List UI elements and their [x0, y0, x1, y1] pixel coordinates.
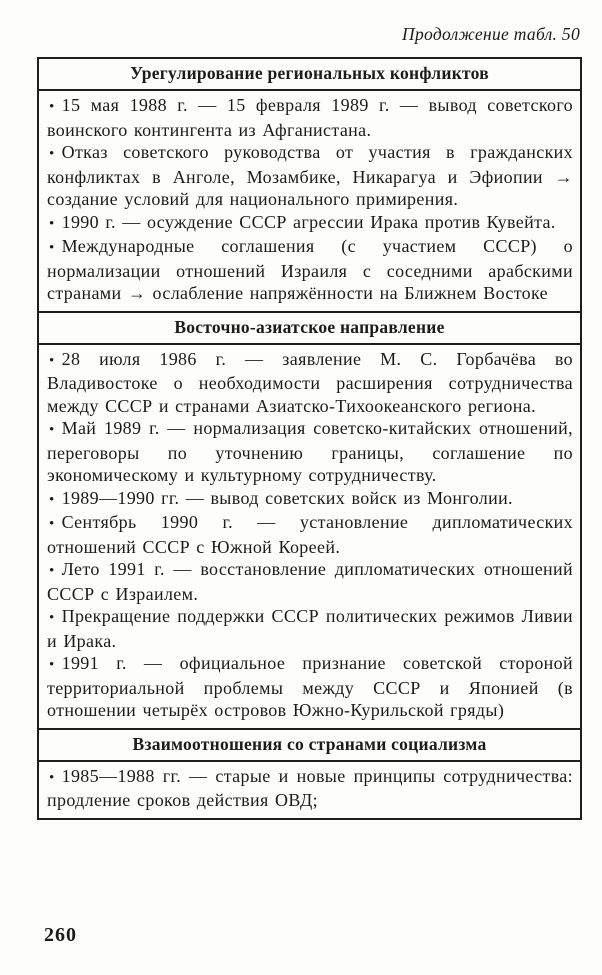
- entry-text: 28 июля 1986 г. — заявление М. С. Горбачёва во Владивостоке о необходимости расширения сотрудничества между СССР и странами Азиатско-Тихоокеанского региона.: [47, 348, 573, 416]
- entry-text: Отказ советского руководства от участия в гражданских конфликтах в Анголе, Мозамбике, Никарагуа и Эфиопии → создание условий для национального примирения.: [47, 142, 573, 209]
- bullet-icon: •: [49, 610, 55, 626]
- table-entry: [47, 487, 573, 512]
- bullet-icon: •: [49, 491, 55, 508]
- table-entry: [47, 348, 573, 418]
- bullet-icon: •: [49, 769, 55, 786]
- table-continuation-caption: Продолжение табл. 50: [402, 24, 580, 44]
- section-header: Урегулирование региональных конфликтов: [39, 59, 580, 91]
- entry-text: 1989—1990 гг. — вывод советских войск из Монголии.: [61, 487, 513, 508]
- entry-text: Прекращение поддержки СССР политических режимов Ливии и Ирака.: [47, 606, 573, 651]
- bullet-icon: •: [49, 352, 55, 369]
- bullet-icon: •: [49, 215, 55, 232]
- table-section: [39, 311, 580, 728]
- table-entry: [47, 211, 573, 236]
- entry-text: Май 1989 г. — нормализация советско-китайских отношений, переговоры по уточнению границы, соглашение по экономическому и культурному сотрудничеству.: [47, 418, 573, 485]
- bullet-icon: •: [49, 657, 55, 673]
- section-header: Восточно-азиатское направление: [39, 313, 580, 345]
- bullet-icon: •: [49, 146, 55, 162]
- table-entry: [47, 417, 573, 487]
- table-entry: [47, 511, 573, 558]
- bullet-icon: •: [49, 99, 55, 115]
- section-body: [39, 345, 580, 728]
- section-body: [39, 762, 580, 818]
- bullet-icon: •: [49, 422, 55, 438]
- table-entry: [47, 94, 573, 141]
- section-body: [39, 91, 580, 311]
- page-number: 260: [44, 924, 77, 946]
- entry-text: 1991 г. — официальное признание советской стороной территориальной проблемы между СССР и Японией (в отношении четырёх островов Южно-Курильской гряды): [47, 653, 573, 720]
- section-header: Взаимоотношения со странами социализма: [39, 730, 580, 762]
- bullet-icon: •: [49, 516, 55, 532]
- entry-text: Сентябрь 1990 г. — установление дипломатических отношений СССР с Южной Кореей.: [47, 512, 573, 557]
- history-table: [37, 57, 582, 820]
- table-entry: [47, 652, 573, 722]
- bullet-icon: •: [49, 563, 55, 579]
- table-entry: [47, 141, 573, 211]
- table-entry: [47, 235, 573, 305]
- table-section: [39, 59, 580, 311]
- entry-text: 15 мая 1988 г. — 15 февраля 1989 г. — вывод советского воинского контингента из Афганистана.: [47, 95, 573, 140]
- entry-text: 1990 г. — осуждение СССР агрессии Ирака против Кувейта.: [61, 211, 556, 232]
- table-section: [39, 728, 580, 818]
- entry-text: Международные соглашения (с участием СССР) о нормализации отношений Израиля с соседними арабскими странами → ослабление напряжённости на Ближнем Востоке: [47, 236, 573, 303]
- entry-text: 1985—1988 гг. — старые и новые принципы сотрудничества: продление сроков действия ОВД;: [47, 765, 573, 810]
- table-entry: [47, 765, 573, 812]
- table-entry: [47, 558, 573, 605]
- entry-text: Лето 1991 г. — восстановление дипломатических отношений СССР с Израилем.: [47, 559, 573, 604]
- bullet-icon: •: [49, 240, 55, 256]
- table-entry: [47, 605, 573, 652]
